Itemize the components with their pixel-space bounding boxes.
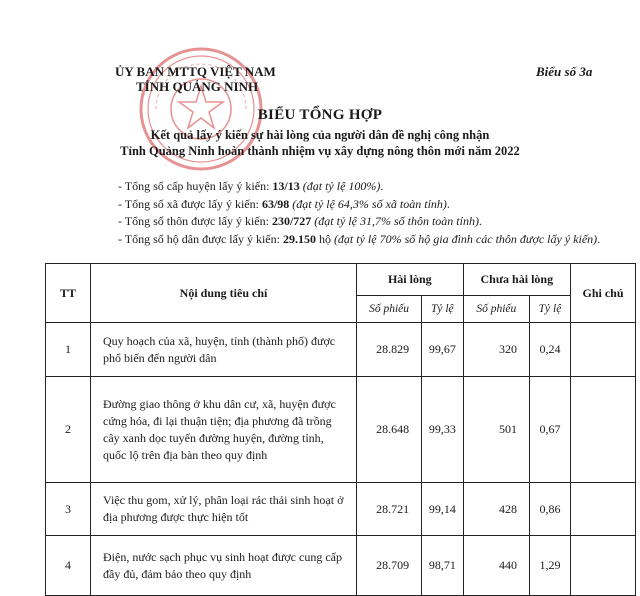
- document-subtitle-line2: Tỉnh Quảng Ninh hoàn thành nhiệm vụ xây dựng nông thôn mới năm 2022: [120, 144, 520, 158]
- bullet-note: (đạt tỷ lệ 64,3% số xã toàn tỉnh): [289, 196, 447, 211]
- table-row: [46, 323, 636, 377]
- org-name-line1: ỦY BAN MTTQ VIỆT NAM: [115, 64, 276, 79]
- cell-sat-rate: 99,67: [422, 323, 464, 377]
- cell-sat-rate: 99,14: [422, 483, 464, 536]
- header-content: Nội dung tiêu chí: [91, 264, 357, 323]
- bullet-label: - Tổng số hộ dân được lấy ý kiến:: [118, 231, 283, 246]
- cell-unsat-rate: 0,67: [530, 377, 571, 483]
- summary-bullet-list: [118, 178, 600, 248]
- bullet-tail: .: [597, 231, 601, 246]
- bullet-households: [118, 231, 600, 249]
- cell-note: [571, 483, 636, 536]
- header-tt: TT: [46, 264, 91, 323]
- bullet-value: 230/727: [271, 214, 312, 228]
- document-subtitle-line1: Kết quả lấy ý kiến sự hài lòng của người dân đề nghị công nhận: [150, 128, 490, 142]
- bullet-districts: [118, 178, 600, 196]
- issuing-organization: [115, 64, 276, 94]
- header-unsatisfied: Chưa hài lòng: [463, 264, 570, 296]
- bullet-label: - Tổng số xã được lấy ý kiến:: [118, 196, 262, 211]
- cell-sat-rate: 99,33: [422, 377, 464, 483]
- org-name-line2: TỈNH QUẢNG NINH: [136, 79, 259, 94]
- bullet-tail: .: [380, 179, 384, 193]
- table-row: [46, 536, 636, 596]
- table-row: [46, 483, 636, 536]
- bullet-label: - Tổng số thôn được lấy ý kiến:: [118, 214, 272, 228]
- header-note: Ghi chú: [571, 264, 636, 323]
- subheader-unsat-votes: Số phiếu: [463, 296, 529, 323]
- form-number: Biểu số 3a: [536, 64, 593, 79]
- table-header-row: [46, 264, 636, 296]
- subheader-sat-rate: Tỷ lệ: [422, 296, 464, 323]
- cell-tt: 3: [46, 483, 91, 536]
- cell-sat-rate: 98,71: [422, 536, 464, 596]
- cell-unsat-rate: 0,24: [530, 323, 571, 377]
- document-title: BIỂU TỔNG HỢP: [257, 107, 383, 123]
- bullet-villages: [118, 213, 600, 231]
- cell-note: [571, 536, 636, 596]
- subheader-unsat-rate: Tỷ lệ: [530, 296, 571, 323]
- criteria-results-table: [45, 263, 636, 596]
- cell-note: [571, 323, 636, 377]
- bullet-note: (đạt tỷ lệ 31,7% số thôn toàn tỉnh): [311, 214, 479, 228]
- bullet-unit: hộ: [315, 231, 331, 246]
- cell-tt: 1: [46, 323, 91, 377]
- subheader-sat-votes: Số phiếu: [357, 296, 422, 323]
- cell-tt: 2: [46, 377, 91, 483]
- cell-unsat-rate: 0,86: [530, 483, 571, 536]
- cell-unsat-votes: 440: [463, 536, 529, 596]
- cell-content: Việc thu gom, xử lý, phân loại rác thải sinh hoạt ở địa phương được thực hiện tốt: [91, 483, 357, 536]
- cell-unsat-votes: 320: [463, 323, 529, 377]
- cell-content: Quy hoạch của xã, huyện, tỉnh (thành phố) được phổ biến đến người dân: [91, 323, 357, 377]
- bullet-communes: [118, 196, 600, 214]
- cell-content: Đường giao thông ở khu dân cư, xã, huyện được cứng hóa, đi lại thuận tiện; địa phương đã trồng cây xanh dọc tuyến đường huyện, đường tỉnh, quốc lộ trên địa bàn theo quy định: [91, 377, 357, 483]
- cell-unsat-votes: 428: [463, 483, 529, 536]
- bullet-tail: .: [446, 196, 450, 211]
- cell-tt: 4: [46, 536, 91, 596]
- table-row: [46, 377, 636, 483]
- bullet-note: (đạt tỷ lệ 100%): [299, 179, 381, 193]
- bullet-tail: .: [478, 214, 482, 228]
- cell-sat-votes: 28.829: [357, 323, 422, 377]
- header-satisfied: Hài lòng: [357, 264, 464, 296]
- cell-sat-votes: 28.648: [357, 377, 422, 483]
- cell-note: [571, 377, 636, 483]
- cell-sat-votes: 28.721: [357, 483, 422, 536]
- bullet-value: 13/13: [272, 179, 300, 193]
- cell-unsat-rate: 1,29: [530, 536, 571, 596]
- cell-content: Điện, nước sạch phục vụ sinh hoạt được cung cấp đầy đủ, đảm bảo theo quy định: [91, 536, 357, 596]
- cell-unsat-votes: 501: [463, 377, 529, 483]
- bullet-note: (đạt tỷ lệ 70% số hộ gia đình các thôn được lấy ý kiến): [330, 231, 598, 246]
- bullet-value: 63/98: [261, 196, 290, 211]
- cell-sat-votes: 28.709: [357, 536, 422, 596]
- bullet-value: 29.150: [282, 231, 316, 246]
- bullet-label: - Tổng số cấp huyện lấy ý kiến:: [118, 179, 273, 193]
